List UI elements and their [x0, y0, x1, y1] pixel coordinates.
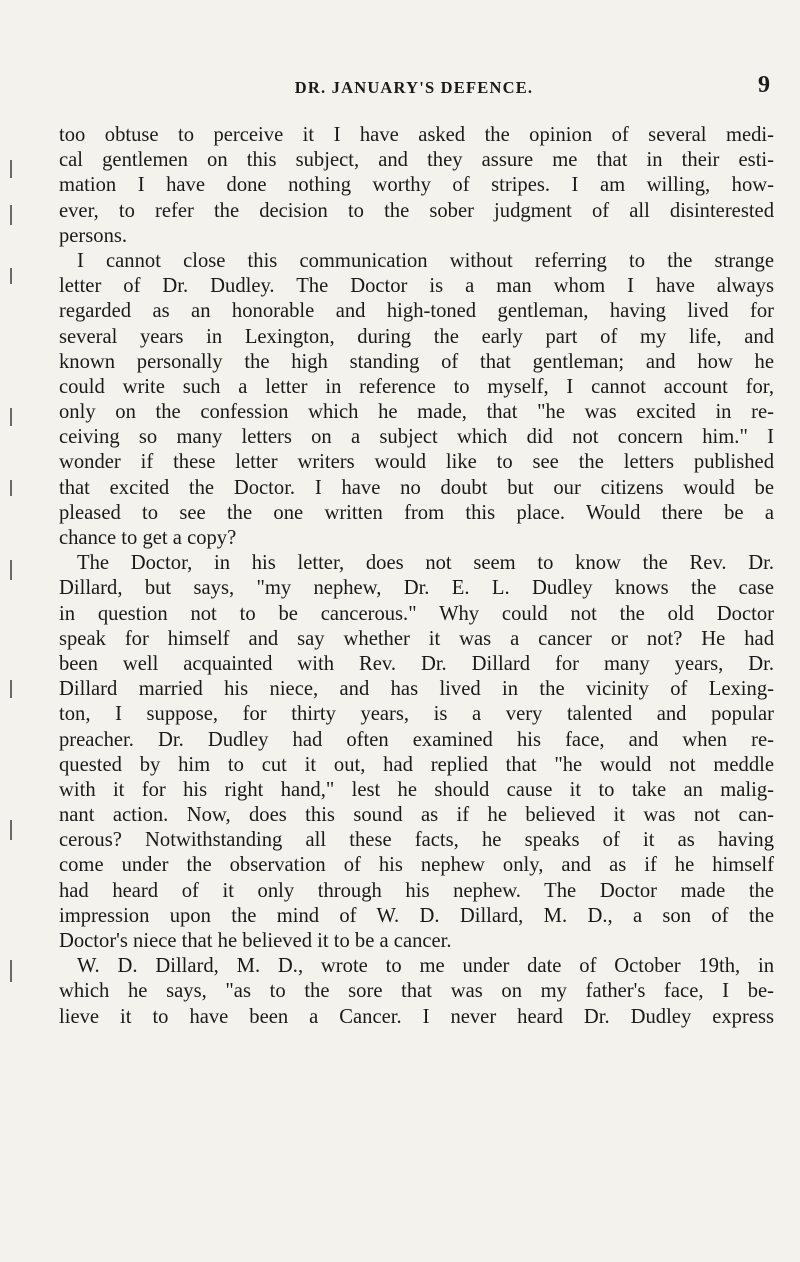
text-line: cerous? Notwithstanding all these facts, he speaks of it as having	[59, 829, 774, 852]
running-head: DR. JANUARY'S DEFENCE.	[294, 78, 534, 97]
text-line: Doctor's niece that he believed it to be a cancer.	[59, 930, 452, 952]
text-line: wonder if these letter writers would like to see the letters published	[59, 451, 774, 474]
text-line: regarded as an honorable and high-toned gentleman, having lived for	[59, 300, 774, 323]
text-line: had heard of it only through his nephew. The Doctor made the	[59, 879, 774, 902]
margin-mark	[10, 820, 12, 840]
text-line: persons.	[59, 224, 128, 247]
text-line: lieve it to have been a Cancer. I never heard Dr. Dudley express	[59, 1005, 774, 1028]
page-number: 9	[758, 72, 770, 98]
text-line: Dillard, but says, "my nephew, Dr. E. L. Dudley knows the case	[59, 577, 774, 600]
text-line: known personally the high standing of that gentleman; and how he	[59, 350, 774, 373]
text-line: letter of Dr. Dudley. The Doctor is a man whom I have always	[59, 275, 774, 298]
text-line: impression upon the mind of W. D. Dillard, M. D., a son of the	[59, 904, 774, 927]
text-line: could write such a letter in reference to myself, I cannot account for,	[59, 375, 774, 398]
text-line: The Doctor, in his letter, does not seem to know the Rev. Dr.	[77, 552, 774, 575]
text-line: that excited the Doctor. I have no doubt but our citizens would be	[59, 476, 774, 499]
margin-mark	[10, 560, 12, 580]
text-line: too obtuse to perceive it I have asked the opinion of several medi-	[59, 124, 774, 146]
text-line: ever, to refer the decision to the sober judgment of all disinterested	[59, 199, 774, 222]
text-line: been well acquainted with Rev. Dr. Dillard for many years, Dr.	[59, 652, 774, 675]
text-line: mation I have done nothing worthy of stripes. I am willing, how-	[59, 174, 774, 197]
text-line: quested by him to cut it out, had replied that "he would not meddle	[59, 753, 774, 776]
text-line: ceiving so many letters on a subject which did not concern him." I	[59, 426, 774, 449]
text-line: I cannot close this communication without referring to the strange	[77, 249, 774, 272]
text-line: only on the confession which he made, that "he was excited in re-	[59, 401, 774, 424]
body-text	[59, 123, 774, 1030]
margin-marks	[4, 120, 18, 1020]
text-line: several years in Lexington, during the early part of my life, and	[59, 325, 774, 348]
margin-mark	[10, 160, 12, 178]
margin-mark	[10, 960, 12, 982]
margin-mark	[10, 480, 12, 496]
margin-mark	[10, 268, 12, 284]
margin-mark	[10, 205, 12, 225]
text-line: W. D. Dillard, M. D., wrote to me under date of October 19th, in	[77, 955, 774, 978]
text-line: speak for himself and say whether it was a cancer or not? He had	[59, 627, 774, 650]
page-header	[58, 72, 770, 108]
text-line: preacher. Dr. Dudley had often examined his face, and when re-	[59, 728, 774, 751]
text-line: ton, I suppose, for thirty years, is a very talented and popular	[59, 703, 774, 726]
text-line: chance to get a copy?	[59, 527, 237, 549]
text-line: in question not to be cancerous." Why could not the old Doctor	[59, 602, 774, 625]
text-line: which he says, "as to the sore that was on my father's face, I be-	[59, 980, 774, 1003]
text-line: pleased to see the one written from this place. Would there be a	[59, 501, 774, 524]
text-line: nant action. Now, does this sound as if he believed it was not can-	[59, 804, 774, 827]
text-line: cal gentlemen on this subject, and they assure me that in their esti-	[59, 149, 774, 172]
text-line: come under the observation of his nephew only, and as if he himself	[59, 854, 774, 877]
margin-mark	[10, 408, 12, 426]
text-line: with it for his right hand," lest he should cause it to take an malig-	[59, 778, 774, 801]
margin-mark	[10, 680, 12, 698]
text-line: Dillard married his niece, and has lived in the vicinity of Lexing-	[59, 678, 774, 701]
